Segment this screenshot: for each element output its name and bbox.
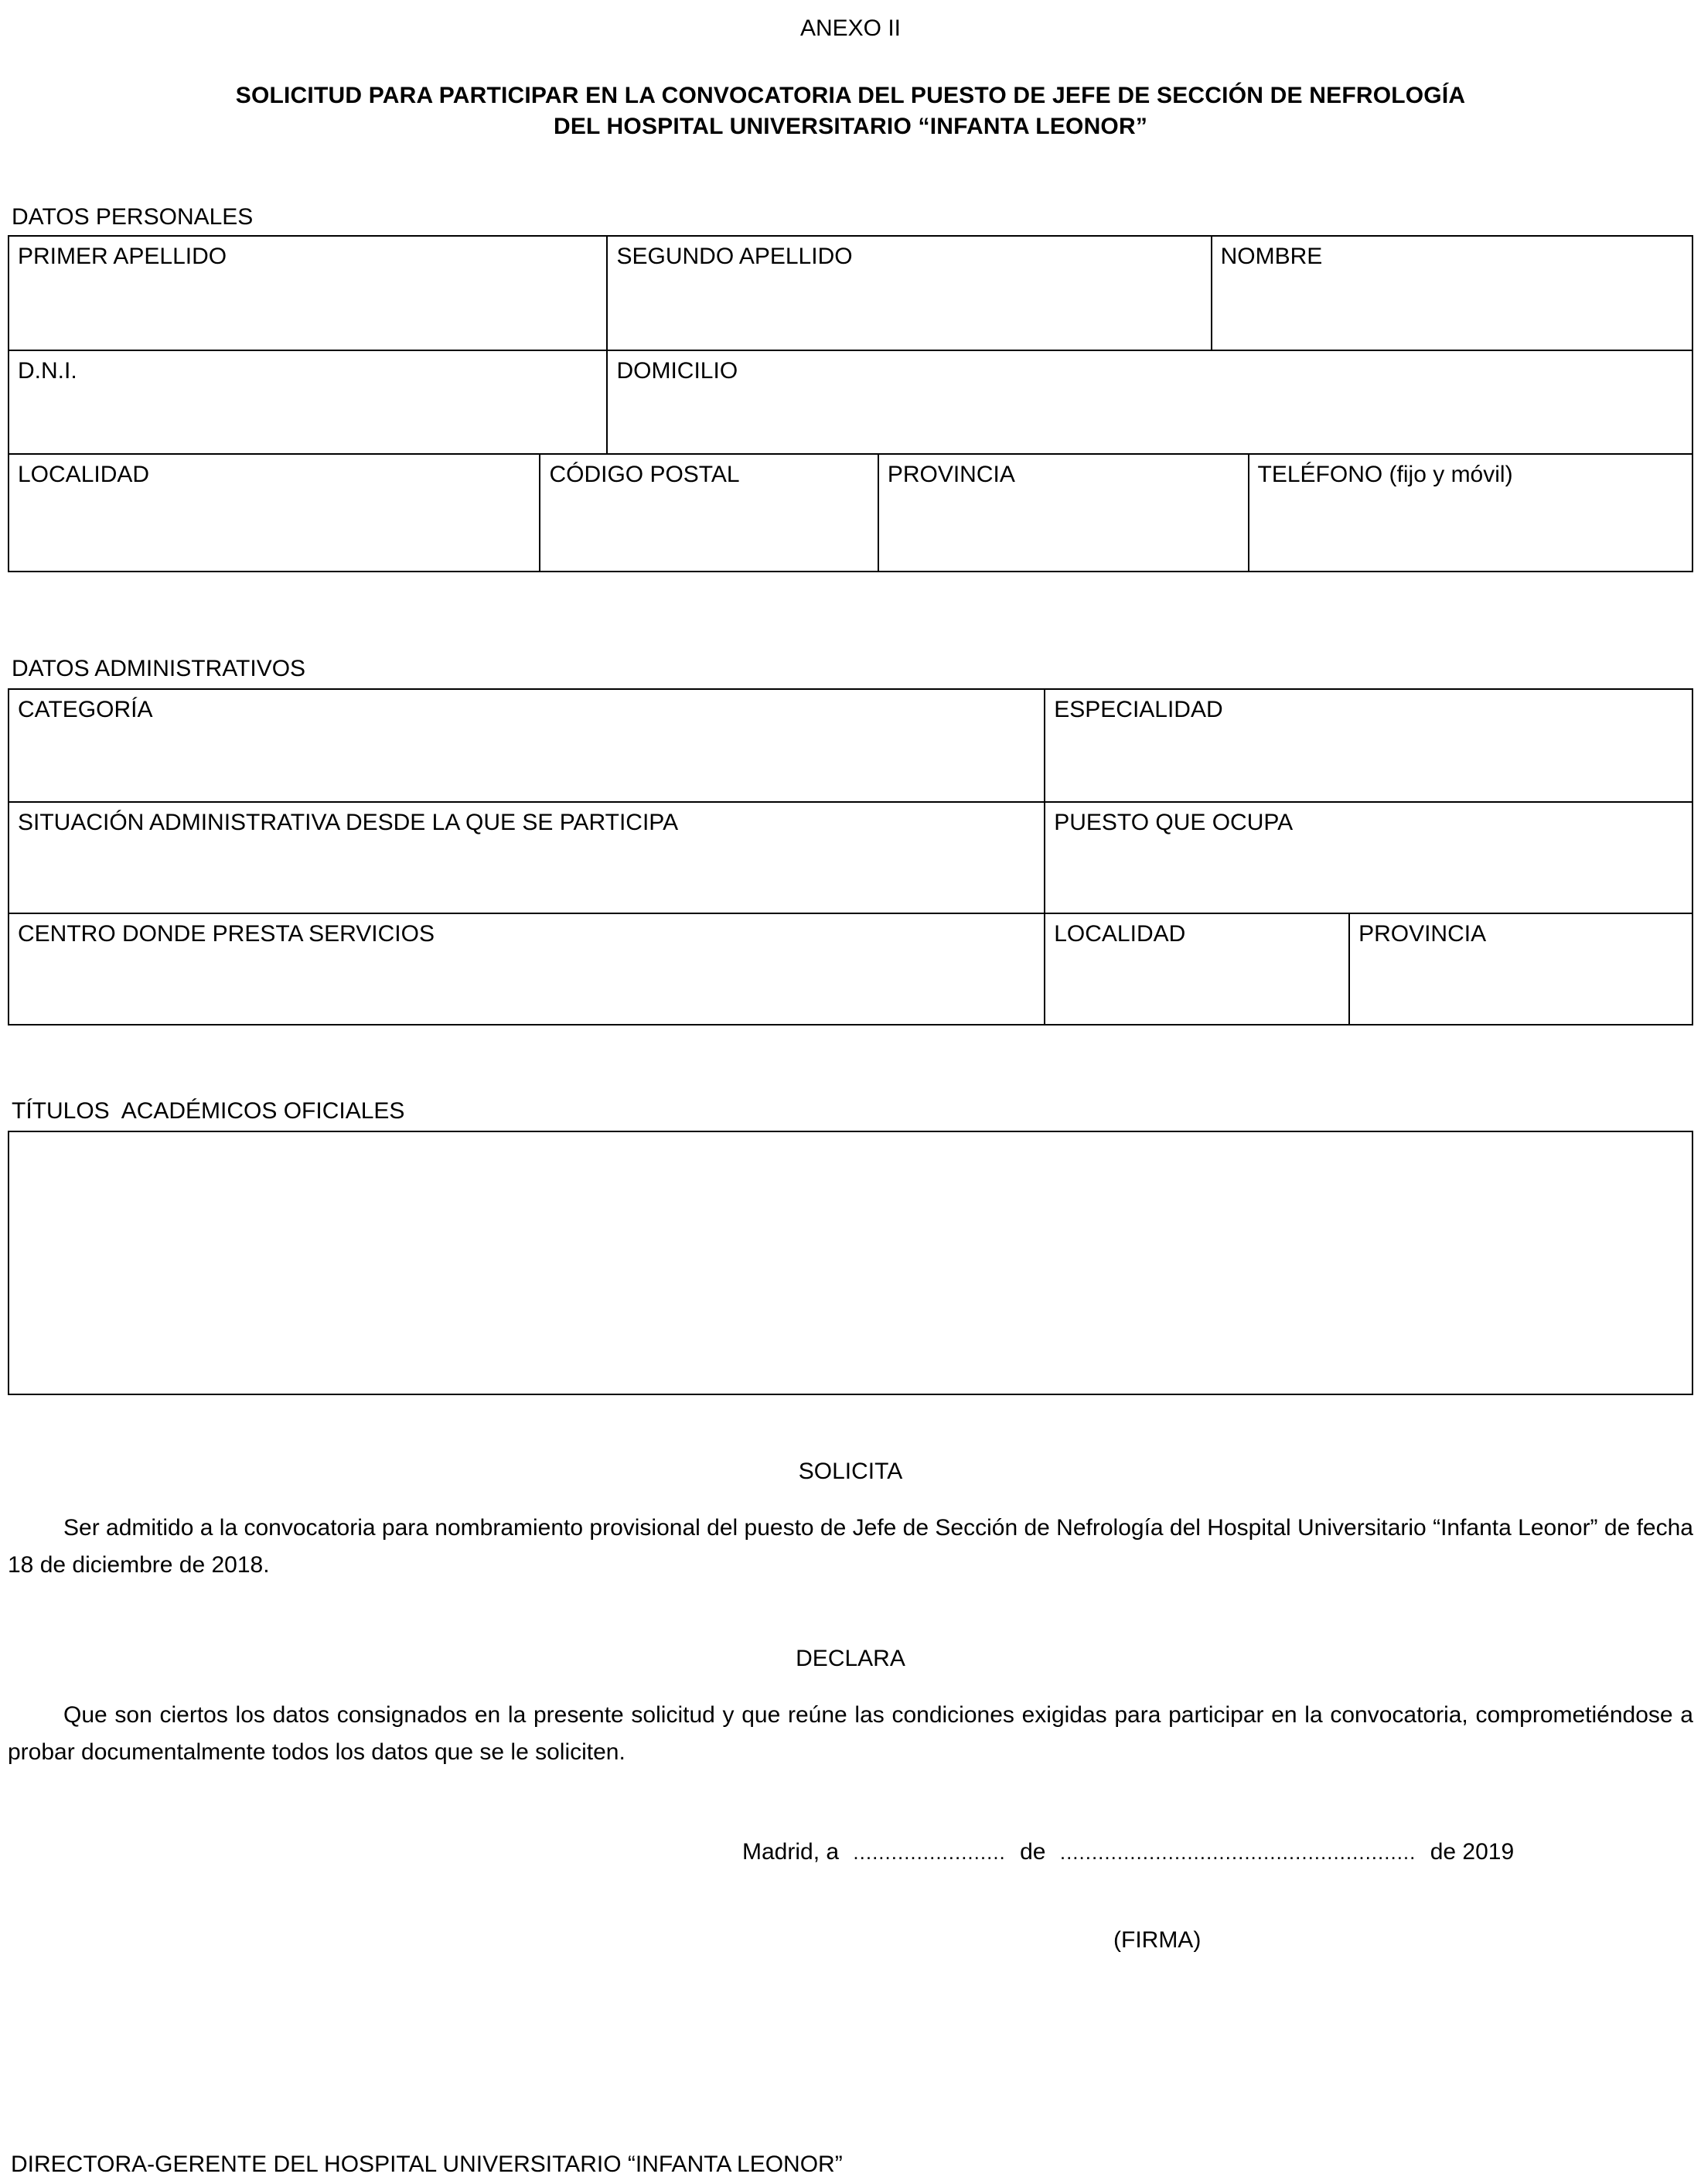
solicita-heading: SOLICITA bbox=[798, 1459, 903, 1484]
field-telefono-label: TELÉFONO (fijo y móvil) bbox=[1257, 462, 1513, 487]
date-day-dotted-blank: ........................ bbox=[853, 1841, 1006, 1864]
datos-administrativos-heading: DATOS ADMINISTRATIVOS bbox=[12, 656, 306, 681]
field-centro-servicios bbox=[9, 914, 1044, 1024]
field-domicilio-label: DOMICILIO bbox=[616, 358, 738, 384]
field-domicilio bbox=[606, 351, 1692, 453]
field-telefono bbox=[1248, 455, 1692, 571]
field-localidad bbox=[9, 455, 539, 571]
field-dni bbox=[9, 351, 606, 453]
field-puesto-que-ocupa bbox=[1044, 803, 1692, 913]
field-nombre bbox=[1211, 237, 1692, 350]
field-especialidad-label: ESPECIALIDAD bbox=[1054, 697, 1223, 722]
date-line-de: de bbox=[1020, 1839, 1046, 1865]
form-title bbox=[8, 80, 1693, 142]
field-admin-provincia bbox=[1348, 914, 1692, 1024]
field-admin-localidad bbox=[1044, 914, 1348, 1024]
date-line-prefix: Madrid, a bbox=[742, 1839, 840, 1865]
field-codigo-postal bbox=[539, 455, 877, 571]
field-centro-servicios-label: CENTRO DONDE PRESTA SERVICIOS bbox=[18, 921, 435, 947]
form-title-line1: SOLICITUD PARA PARTICIPAR EN LA CONVOCATORIA DEL PUESTO DE JEFE DE SECCIÓN DE NEFROLOGÍA bbox=[235, 83, 1466, 108]
date-month-dotted-blank: ........................................................ bbox=[1059, 1841, 1416, 1864]
field-admin-localidad-label: LOCALIDAD bbox=[1054, 921, 1186, 947]
form-title-line2: DEL HOSPITAL UNIVERSITARIO “INFANTA LEONOR” bbox=[553, 114, 1148, 139]
anexo-heading: ANEXO II bbox=[799, 15, 902, 41]
field-provincia-label: PROVINCIA bbox=[887, 462, 1015, 487]
field-provincia bbox=[878, 455, 1248, 571]
field-situacion-administrativa-label: SITUACIÓN ADMINISTRATIVA DESDE LA QUE SE PARTICIPA bbox=[18, 810, 679, 835]
firma-label: (FIRMA) bbox=[1113, 1927, 1202, 1953]
datos-administrativos-row-1 bbox=[9, 690, 1692, 801]
declara-heading: DECLARA bbox=[796, 1646, 905, 1671]
addressee-line: DIRECTORA-GERENTE DEL HOSPITAL UNIVERSITARIO “INFANTA LEONOR” bbox=[11, 2152, 843, 2177]
field-codigo-postal-label: CÓDIGO POSTAL bbox=[549, 462, 740, 487]
datos-administrativos-row-3 bbox=[9, 913, 1692, 1024]
datos-personales-heading: DATOS PERSONALES bbox=[12, 204, 254, 230]
field-primer-apellido bbox=[9, 237, 606, 350]
field-localidad-label: LOCALIDAD bbox=[18, 462, 150, 487]
titulos-academicos-box bbox=[8, 1131, 1693, 1395]
solicita-paragraph: Ser admitido a la convocatoria para nombramiento provisional del puesto de Jefe de Sección de Nefrología del Hospital Universitario “Infanta Leonor” de fecha 18 de diciembre de 2018. bbox=[8, 1515, 1693, 1578]
field-nombre-label: NOMBRE bbox=[1220, 244, 1323, 269]
datos-personales-row-3 bbox=[9, 453, 1692, 571]
field-puesto-que-ocupa-label: PUESTO QUE OCUPA bbox=[1054, 810, 1294, 835]
field-categoria bbox=[9, 690, 1044, 801]
field-primer-apellido-label: PRIMER APELLIDO bbox=[18, 244, 227, 269]
datos-administrativos-table bbox=[8, 688, 1693, 1025]
datos-administrativos-row-2 bbox=[9, 801, 1692, 913]
titulos-academicos-heading: TÍTULOS ACADÉMICOS OFICIALES bbox=[12, 1098, 405, 1124]
field-situacion-administrativa bbox=[9, 803, 1044, 913]
field-categoria-label: CATEGORÍA bbox=[18, 697, 153, 722]
datos-personales-table bbox=[8, 235, 1693, 572]
field-segundo-apellido-label: SEGUNDO APELLIDO bbox=[616, 244, 853, 269]
declara-paragraph: Que son ciertos los datos consignados en la presente solicitud y que reúne las condiciones exigidas para participar en la convocatoria, comprometiéndose a probar documentalmente todos los datos que se le soliciten. bbox=[8, 1702, 1693, 1765]
field-dni-label: D.N.I. bbox=[18, 358, 77, 384]
datos-personales-row-2 bbox=[9, 350, 1692, 453]
datos-personales-row-1 bbox=[9, 237, 1692, 350]
date-line-year: de 2019 bbox=[1430, 1839, 1515, 1865]
field-segundo-apellido bbox=[606, 237, 1210, 350]
field-especialidad bbox=[1044, 690, 1692, 801]
date-line bbox=[8, 1839, 1693, 1865]
field-admin-provincia-label: PROVINCIA bbox=[1358, 921, 1487, 947]
